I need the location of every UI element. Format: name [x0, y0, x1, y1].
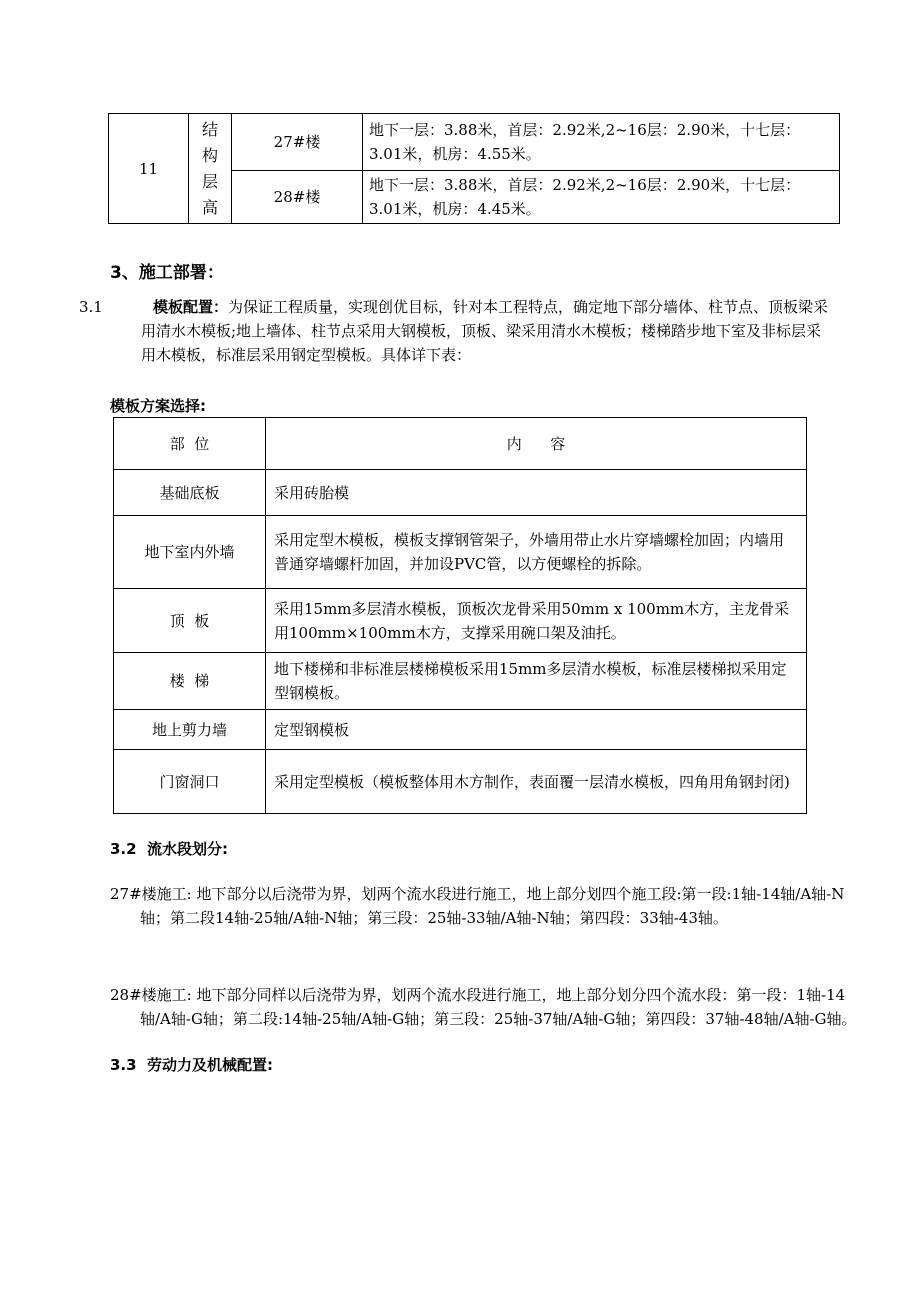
table-header-row	[114, 418, 807, 470]
category-char: 层	[201, 171, 218, 191]
content-cell: 采用定型模板（模板整体用木方制作，表面覆一层清水模板，四角用角钢封闭)	[266, 750, 807, 814]
table-row	[114, 589, 807, 653]
position-cell: 门窗洞口	[114, 750, 266, 814]
category-cell	[189, 114, 232, 224]
height-text: 地下一层：3.88米，首层：2.92米,2~16层：2.90米，十七层：3.01米，机房：4.45米。	[363, 171, 840, 224]
position-cell: 基础底板	[114, 470, 266, 516]
section-3-1	[79, 295, 832, 367]
section-3-2-heading: 3.2 流水段划分:	[110, 840, 229, 858]
content-cell: 采用15mm多层清水模板，顶板次龙骨采用50mm x 100mm木方，主龙骨采用100mm×100mm木方，支撑采用碗口架及油托。	[266, 589, 807, 653]
section-3-3-heading: 3.3 劳动力及机械配置:	[110, 1056, 274, 1074]
table-row	[114, 710, 807, 750]
content-cell: 采用砖胎模	[266, 470, 807, 516]
table-caption: 模板方案选择:	[110, 397, 206, 415]
section-number: 3.1	[79, 298, 103, 316]
paragraph-lead: 28#楼施工	[110, 986, 187, 1004]
paragraph-text: : 地下部分以后浇带为界，划两个流水段进行施工，地上部分划四个施工段:第一段:1轴-14轴/A轴-N轴；第二段14轴-25轴/A轴-N轴；第三段：25轴-33轴/A轴-N轴；第四段：33轴-43轴。	[140, 885, 845, 927]
position-cell: 楼 梯	[114, 653, 266, 710]
structure-height-table	[108, 113, 840, 224]
section-title: 3、施工部署：	[110, 263, 224, 283]
building-27-paragraph	[110, 882, 867, 930]
height-text: 地下一层：3.88米，首层：2.92米,2~16层：2.90米，十七层：3.01米，机房：4.55米。	[363, 114, 840, 171]
position-cell: 地上剪力墙	[114, 710, 266, 750]
building-label: 28#楼	[232, 171, 363, 224]
mold-plan-table	[113, 417, 807, 814]
building-label: 27#楼	[232, 114, 363, 171]
content-cell: 采用定型木模板，模板支撑钢管架子，外墙用带止水片穿墙螺栓加固；内墙用普通穿墙螺杆加固，并加设PVC管，以方便螺栓的拆除。	[266, 516, 807, 589]
table-row	[114, 516, 807, 589]
content-cell: 地下楼梯和非标准层楼梯模板采用15mm多层清水模板，标准层楼梯拟采用定型钢模板。	[266, 653, 807, 710]
section-heading: 模板配置：	[153, 298, 229, 316]
section-text: 为保证工程质量，实现创优目标，针对本工程特点，确定地下部分墙体、柱节点、顶板梁采用清水木模板;地上墙体、柱节点采用大钢模板，顶板、梁采用清水木模板；楼梯踏步地下室及非标层采用木模板，标准层采用钢定型模板。具体详下表：	[141, 298, 829, 364]
header-position: 部 位	[114, 418, 266, 470]
table-row	[114, 470, 807, 516]
category-char: 高	[201, 197, 218, 217]
table-row	[114, 750, 807, 814]
category-char: 结	[201, 119, 218, 139]
table-row	[114, 653, 807, 710]
category-char: 构	[201, 145, 218, 165]
row-number: 11	[109, 114, 189, 224]
content-cell: 定型钢模板	[266, 710, 807, 750]
header-content: 内 容	[266, 418, 807, 470]
position-cell: 地下室内外墙	[114, 516, 266, 589]
paragraph-lead: 27#楼施工	[110, 885, 187, 903]
building-28-paragraph	[110, 983, 867, 1031]
paragraph-text: : 地下部分同样以后浇带为界，划两个流水段进行施工，地上部分划分四个流水段：第一段：1轴-14轴/A轴-G轴；第二段:14轴-25轴/A轴-G轴；第三段：25轴-37轴/A轴-G轴；第四段：37轴-48轴/A轴-G轴。	[140, 986, 857, 1028]
position-cell: 顶 板	[114, 589, 266, 653]
